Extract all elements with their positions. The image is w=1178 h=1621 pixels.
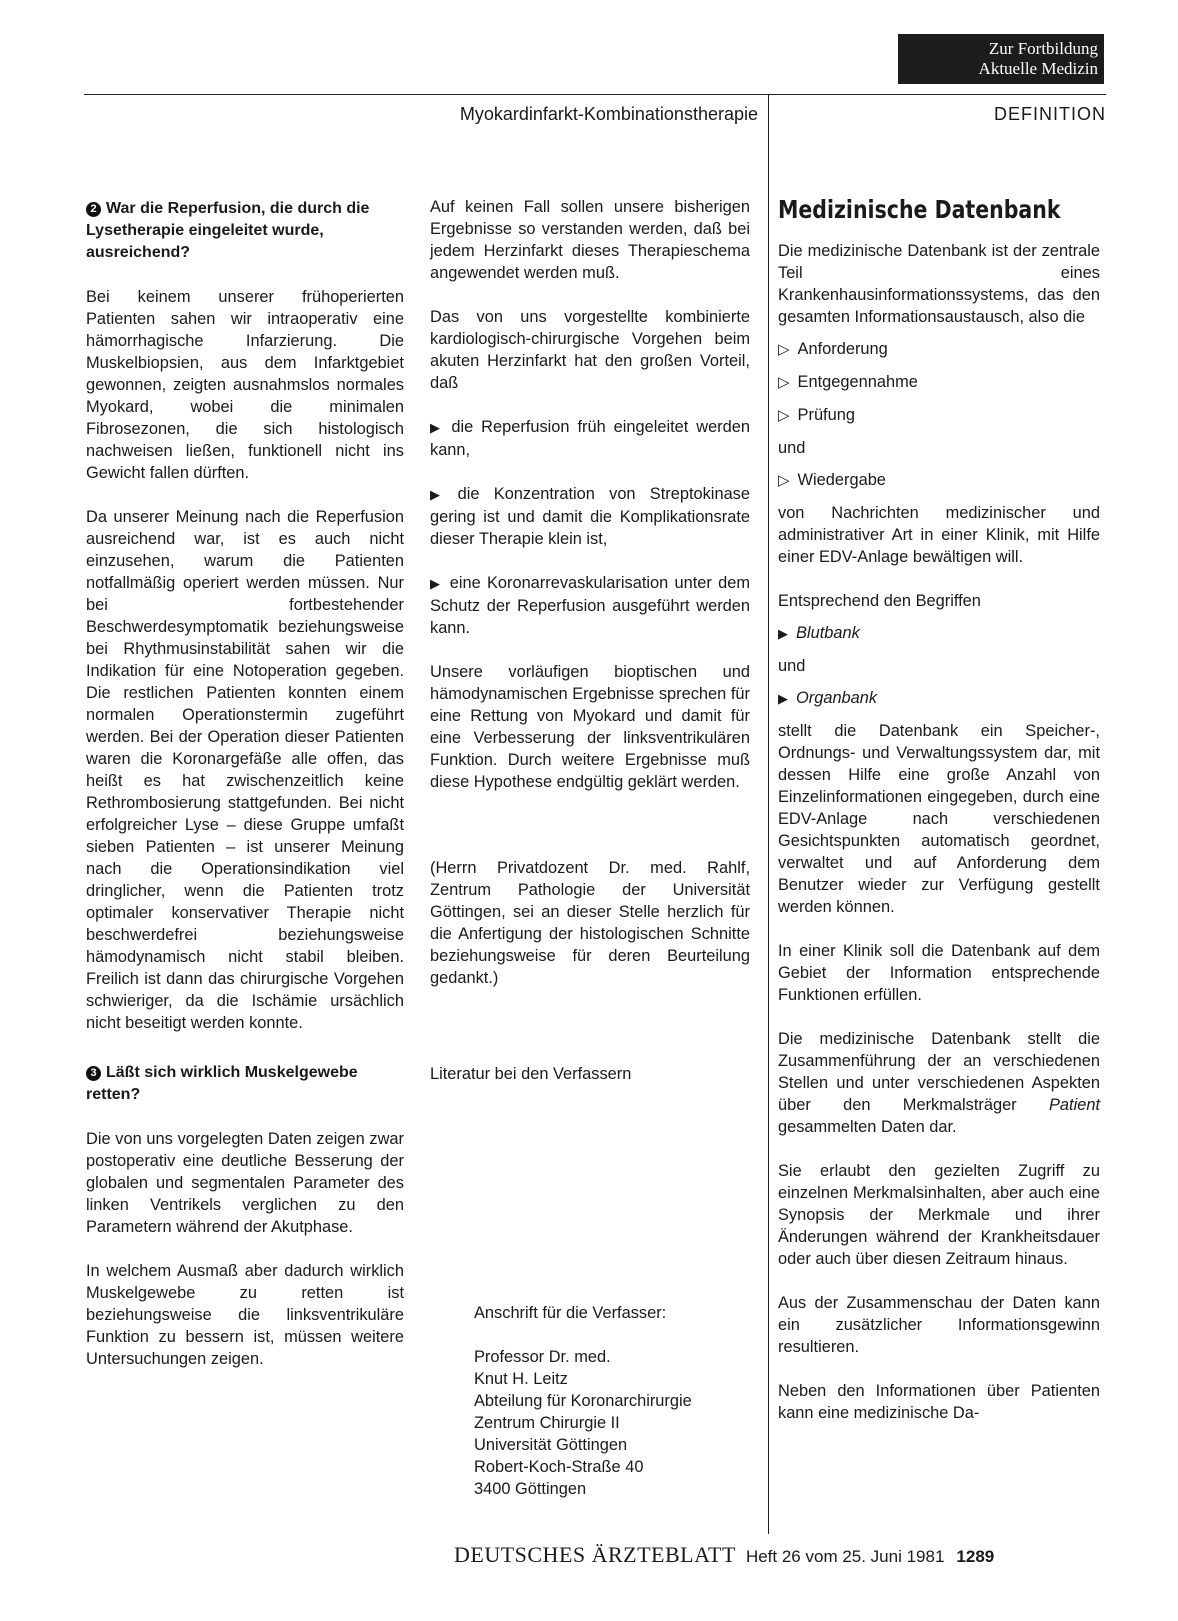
- question-heading-3: [86, 1062, 404, 1106]
- address-label: Anschrift für die Verfasser:: [474, 1304, 667, 1322]
- filled-triangle-icon: ▶: [430, 576, 442, 591]
- list-item: [778, 469, 1100, 492]
- paragraph: [778, 1028, 1100, 1138]
- question-number-3-icon: 3: [86, 1066, 101, 1081]
- paragraph: Neben den Informationen über Patienten kann eine medizinische Da-: [778, 1382, 1100, 1422]
- list-item: [778, 404, 1100, 427]
- bullet-item: [430, 483, 750, 550]
- list-item-text: Anforderung: [797, 340, 888, 358]
- address-line: Zentrum Chirurgie II: [474, 1414, 620, 1432]
- paragraph: Auf keinen Fall sollen unsere bisherigen Ergebnisse so verstanden werden, daß bei jedem Herzinfarkt dieses Therapieschema angewendet werden muß.: [430, 198, 750, 282]
- filled-triangle-icon: ▶: [778, 691, 788, 706]
- page-number: 1289: [956, 1547, 995, 1566]
- definition-column: [778, 194, 1100, 1446]
- open-triangle-icon: ▷: [778, 407, 790, 424]
- bullet-text: die Reperfusion früh eingeleitet werden kann,: [430, 418, 750, 459]
- list-item: [778, 371, 1100, 394]
- issue-info: Heft 26 vom 25. Juni 1981: [745, 1547, 945, 1566]
- paragraph: In einer Klinik soll die Datenbank auf dem Gebiet der Information entsprechende Funktionen erfüllen.: [778, 942, 1100, 1004]
- paragraph: Unsere vorläufigen bioptischen und hämodynamischen Ergebnisse sprechen für eine Rettung von Myokard und damit für eine Verbesserung der linksventrikulären Funktion. Durch weitere Ergebnisse muß diese Hypothese endgültig geklärt werden.: [430, 663, 750, 791]
- article-column-2: [430, 196, 750, 1107]
- question-heading-3-text: Läßt sich wirklich Muskelgewebe retten?: [86, 1064, 358, 1103]
- question-number-2-icon: 2: [86, 202, 101, 217]
- journal-name: DEUTSCHES ÄRZTEBLATT: [454, 1542, 736, 1567]
- page-footer: [454, 1542, 1104, 1568]
- running-header-section: DEFINITION: [994, 104, 1106, 124]
- filled-triangle-icon: ▶: [430, 487, 450, 502]
- article-column-1: [86, 198, 404, 1392]
- paragraph: Das von uns vorgestellte kombinierte kardiologisch-chirurgische Vorgehen beim akuten Herzinfarkt hat den großen Vorteil, daß: [430, 308, 750, 392]
- bullet-text: eine Koronarrevaskularisation unter dem Schutz der Reperfusion ausgeführt werden kann.: [430, 574, 750, 637]
- badge-line-1: Zur Fortbildung: [988, 39, 1098, 58]
- address-line: Robert-Koch-Straße 40: [474, 1458, 644, 1476]
- paragraph-text: Die medizinische Datenbank stellt die Zusammenführung der an verschiedenen Stellen und unter verschiedenen Aspekten über den Merkmalsträger: [778, 1030, 1100, 1114]
- list-item-text: Wiedergabe: [797, 471, 886, 489]
- section-badge: [898, 34, 1104, 84]
- column-divider: [768, 94, 769, 1534]
- list-item: [778, 338, 1100, 361]
- address-line: Knut H. Leitz: [474, 1370, 568, 1388]
- list-item-text: Entgegennahme: [797, 373, 918, 391]
- literature-note: Literatur bei den Verfassern: [430, 1065, 632, 1083]
- paragraph: Die medizinische Datenbank ist der zentrale Teil eines Krankenhausinformationssystems, das den gesamten Informationsaustausch, also die: [778, 242, 1100, 326]
- paragraph: stellt die Datenbank ein Speicher-, Ordnungs- und Verwaltungssystem dar, mit dessen Hilfe eine große Anzahl von Einzelinformationen eingegeben, durch eine EDV-Anlage nach verschiedenen Gesichtspunkten automatisch geordnet, verwaltet und auf Anforderung dem Benutzer wieder zur Verfügung gestellt werden können.: [778, 722, 1100, 916]
- bullet-text: die Konzentration von Streptokinase gering ist und damit die Komplikationsrate dieser Therapie klein ist,: [430, 485, 750, 548]
- connector-word: und: [778, 439, 806, 457]
- address-line: Abteilung für Koronarchirurgie: [474, 1392, 692, 1410]
- question-heading-2: [86, 198, 404, 264]
- paragraph-text: gesammelten Daten dar.: [778, 1118, 957, 1136]
- open-triangle-icon: ▷: [778, 472, 790, 489]
- address-line: Universität Göttingen: [474, 1436, 628, 1454]
- question-heading-2-text: War die Reperfusion, die durch die Lysetherapie eingeleitet wurde, ausreichend?: [86, 200, 370, 261]
- emphasis-text: Patient: [1048, 1096, 1100, 1114]
- list-item-text: Organbank: [796, 689, 878, 707]
- paragraph: Aus der Zusammenschau der Daten kann ein zusätzlicher Informationsgewinn resultieren.: [778, 1294, 1100, 1356]
- address-line: 3400 Göttingen: [474, 1480, 587, 1498]
- address-line: Professor Dr. med.: [474, 1348, 611, 1366]
- bullet-item: [430, 416, 750, 461]
- list-item: [778, 622, 1100, 645]
- header-rule: [84, 94, 1106, 95]
- paragraph: In welchem Ausmaß aber dadurch wirklich Muskelgewebe zu retten ist beziehungsweise die linksventrikuläre Funktion zu bessern ist, müssen weitere Untersuchungen zeigen.: [86, 1262, 404, 1368]
- paragraph: Entsprechend den Begriffen: [778, 592, 981, 610]
- bullet-item: [430, 572, 750, 639]
- badge-line-2: Aktuelle Medizin: [978, 59, 1098, 78]
- filled-triangle-icon: ▶: [430, 420, 444, 435]
- connector-word: und: [778, 657, 806, 675]
- paragraph: Bei keinem unserer frühoperierten Patienten sahen wir intraoperativ eine hämorrhagische Infarzierung. Die Muskelbiopsien, aus dem Infarktgebiet gewonnen, zeigten ausnahmslos normales Myokard, wobei die minimalen Fibrosezonen, die sich histologisch nachweisen ließen, funktionell nicht ins Gewicht fallen dürften.: [86, 288, 404, 482]
- paragraph: Die von uns vorgelegten Daten zeigen zwar postoperativ eine deutliche Besserung der globalen und segmentalen Parameter des linken Ventrikels verglichen zu den Parametern während der Akutphase.: [86, 1130, 404, 1236]
- running-header-title: Myokardinfarkt-Kombinationstherapie: [459, 104, 758, 124]
- open-triangle-icon: ▷: [778, 341, 790, 358]
- acknowledgement: (Herrn Privatdozent Dr. med. Rahlf, Zentrum Pathologie der Universität Göttingen, sei an dieser Stelle herzlich für die Anfertigung der histologischen Schnitte beziehungsweise für deren Beurteilung gedankt.): [430, 859, 750, 987]
- paragraph: Da unserer Meinung nach die Reperfusion ausreichend war, ist es auch nicht einzusehen, warum die Patienten notfallmäßig operiert werden müssen. Nur bei fortbestehender Beschwerdesymptomatik beziehungsweise bei Rhythmusinstabilität sahen wir die Indikation für eine Notoperation gegeben. Die restlichen Patienten konnten einem normalen Operationstermin zugeführt werden. Bei der Operation dieser Patienten waren die Koronargefäße alle offen, das heißt es hat zwischenzeitlich keine Rethrombosierung stattgefunden. Bei nicht erfolgreicher Lyse – diese Gruppe umfaßt sieben Patienten – ist unserer Meinung nach die Operationsindikation viel dringlicher, wenn die Patienten trotz optimaler konservativer Therapie nicht beschwerdefrei beziehungsweise hämodynamisch nicht stabil bleiben. Freilich ist dann das chirurgische Vorgehen schwieriger, da die Ischämie ursächlich nicht beseitigt werden konnte.: [86, 508, 404, 1032]
- paragraph: Sie erlaubt den gezielten Zugriff zu einzelnen Merkmalsinhalten, aber auch eine Synopsis der Merkmale und ihrer Änderungen während der Krankheitsdauer oder auch über diesen Zeitraum hinaus.: [778, 1162, 1100, 1268]
- list-item: [778, 687, 1100, 710]
- definition-title: Medizinische Datenbank: [778, 195, 1061, 224]
- filled-triangle-icon: ▶: [778, 626, 788, 641]
- paragraph: von Nachrichten medizinischer und administrativer Art in einer Klinik, mit Hilfe einer EDV-Anlage bewältigen will.: [778, 504, 1100, 566]
- author-address: [474, 1302, 764, 1500]
- list-item-text: Prüfung: [797, 406, 855, 424]
- list-item-text: Blutbank: [796, 624, 860, 642]
- open-triangle-icon: ▷: [778, 374, 790, 391]
